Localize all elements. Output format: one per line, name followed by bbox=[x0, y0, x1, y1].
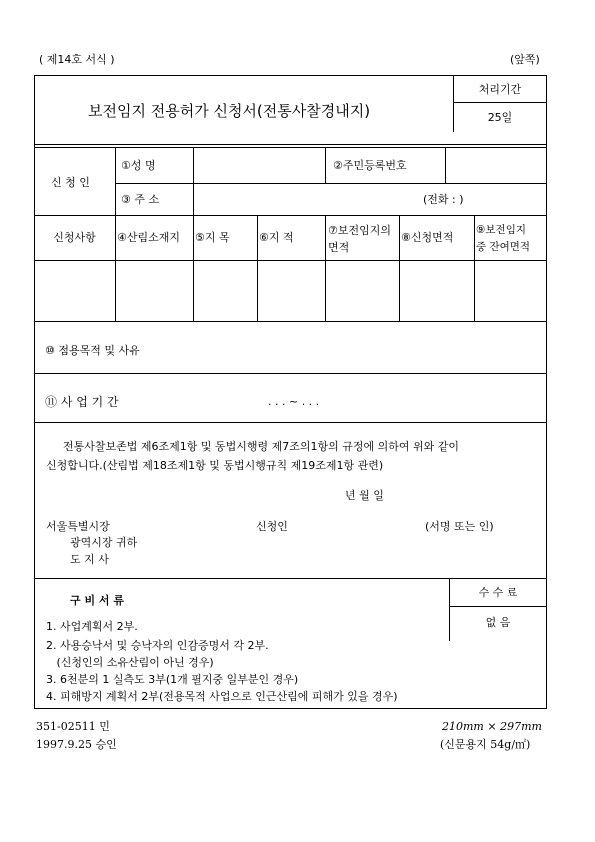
addressee-province: 도 지 사 bbox=[70, 553, 109, 566]
declaration-line-2: 신청합니다.(산림법 제18조제1항 및 동법시행규칙 제19조제1항 관련) bbox=[46, 459, 384, 472]
addressee-metro: 광역시장 귀하 bbox=[70, 536, 138, 549]
signature-field[interactable]: (서명 또는 인) bbox=[425, 520, 494, 533]
col-land-category: ⑤지 목 bbox=[195, 231, 230, 244]
addressee-seoul: 서울특별시장 bbox=[46, 520, 110, 533]
resident-number-label: ②주민등록번호 bbox=[333, 159, 407, 172]
form-number: ( 제14호 서식 ) bbox=[39, 53, 115, 66]
request-row-label: 신청사항 bbox=[53, 231, 96, 244]
paper-size: 210mm × 297mm bbox=[442, 720, 542, 733]
fee-value: 없 음 bbox=[485, 616, 511, 629]
col-forest-location: ④산림소재지 bbox=[117, 231, 180, 244]
application-date: 년 월 일 bbox=[345, 489, 384, 502]
period-label: ⑪ 사 업 기 간 bbox=[45, 395, 119, 409]
form-frame bbox=[34, 75, 547, 709]
col-remaining-area: ⑨보전임지 중 잔여면적 bbox=[476, 224, 531, 253]
col-applied-area: ⑧신청면적 bbox=[401, 231, 454, 244]
document-item: 1. 사업계획서 2부. bbox=[46, 620, 138, 633]
form-title: 보전임지 전용허가 신청서(전통사찰경내지) bbox=[88, 102, 371, 120]
purpose-label: ⑩ 점용목적 및 사유 bbox=[45, 344, 140, 357]
paper-type: (신문용지 54g/㎡) bbox=[440, 738, 531, 751]
document-item: 2. 사용승낙서 및 승낙자의 인감증명서 각 2부. bbox=[46, 639, 269, 652]
phone-field[interactable]: (전화 : ) bbox=[423, 193, 464, 206]
name-label: ①성 명 bbox=[121, 159, 156, 172]
document-item: (신청인의 소유산림이 아닌 경우) bbox=[46, 656, 214, 669]
documents-title: 구 비 서 류 bbox=[70, 594, 124, 607]
period-range: . . . ~ . . . bbox=[268, 395, 320, 408]
applicant-label: 신 청 인 bbox=[51, 176, 90, 189]
approval-date: 1997.9.25 승인 bbox=[36, 738, 117, 751]
fee-label: 수 수 료 bbox=[478, 586, 518, 599]
form-code: 351-02511 민 bbox=[36, 720, 110, 733]
document-item: 3. 6천분의 1 실측도 3부(1개 필지중 일부분인 경우) bbox=[46, 673, 299, 686]
processing-period-label: 처리기간 bbox=[478, 83, 522, 96]
processing-period-value: 25일 bbox=[487, 111, 513, 124]
address-label: ③ 주 소 bbox=[121, 193, 160, 206]
document-item: 4. 피해방지 계획서 2부(전용목적 사업으로 인근산림에 피해가 있을 경우) bbox=[46, 690, 398, 703]
page-side: (앞쪽) bbox=[510, 53, 540, 66]
col-reserved-area: ⑦보전임지의 면적 bbox=[328, 224, 391, 254]
declaration-line-1: 전통사찰보존법 제6조제1항 및 동법시행령 제7조의1항의 규정에 의하여 위와 같이 bbox=[63, 440, 459, 453]
col-land-area: ⑥지 적 bbox=[259, 231, 294, 244]
applicant-sign-label: 신청인 bbox=[256, 520, 288, 533]
